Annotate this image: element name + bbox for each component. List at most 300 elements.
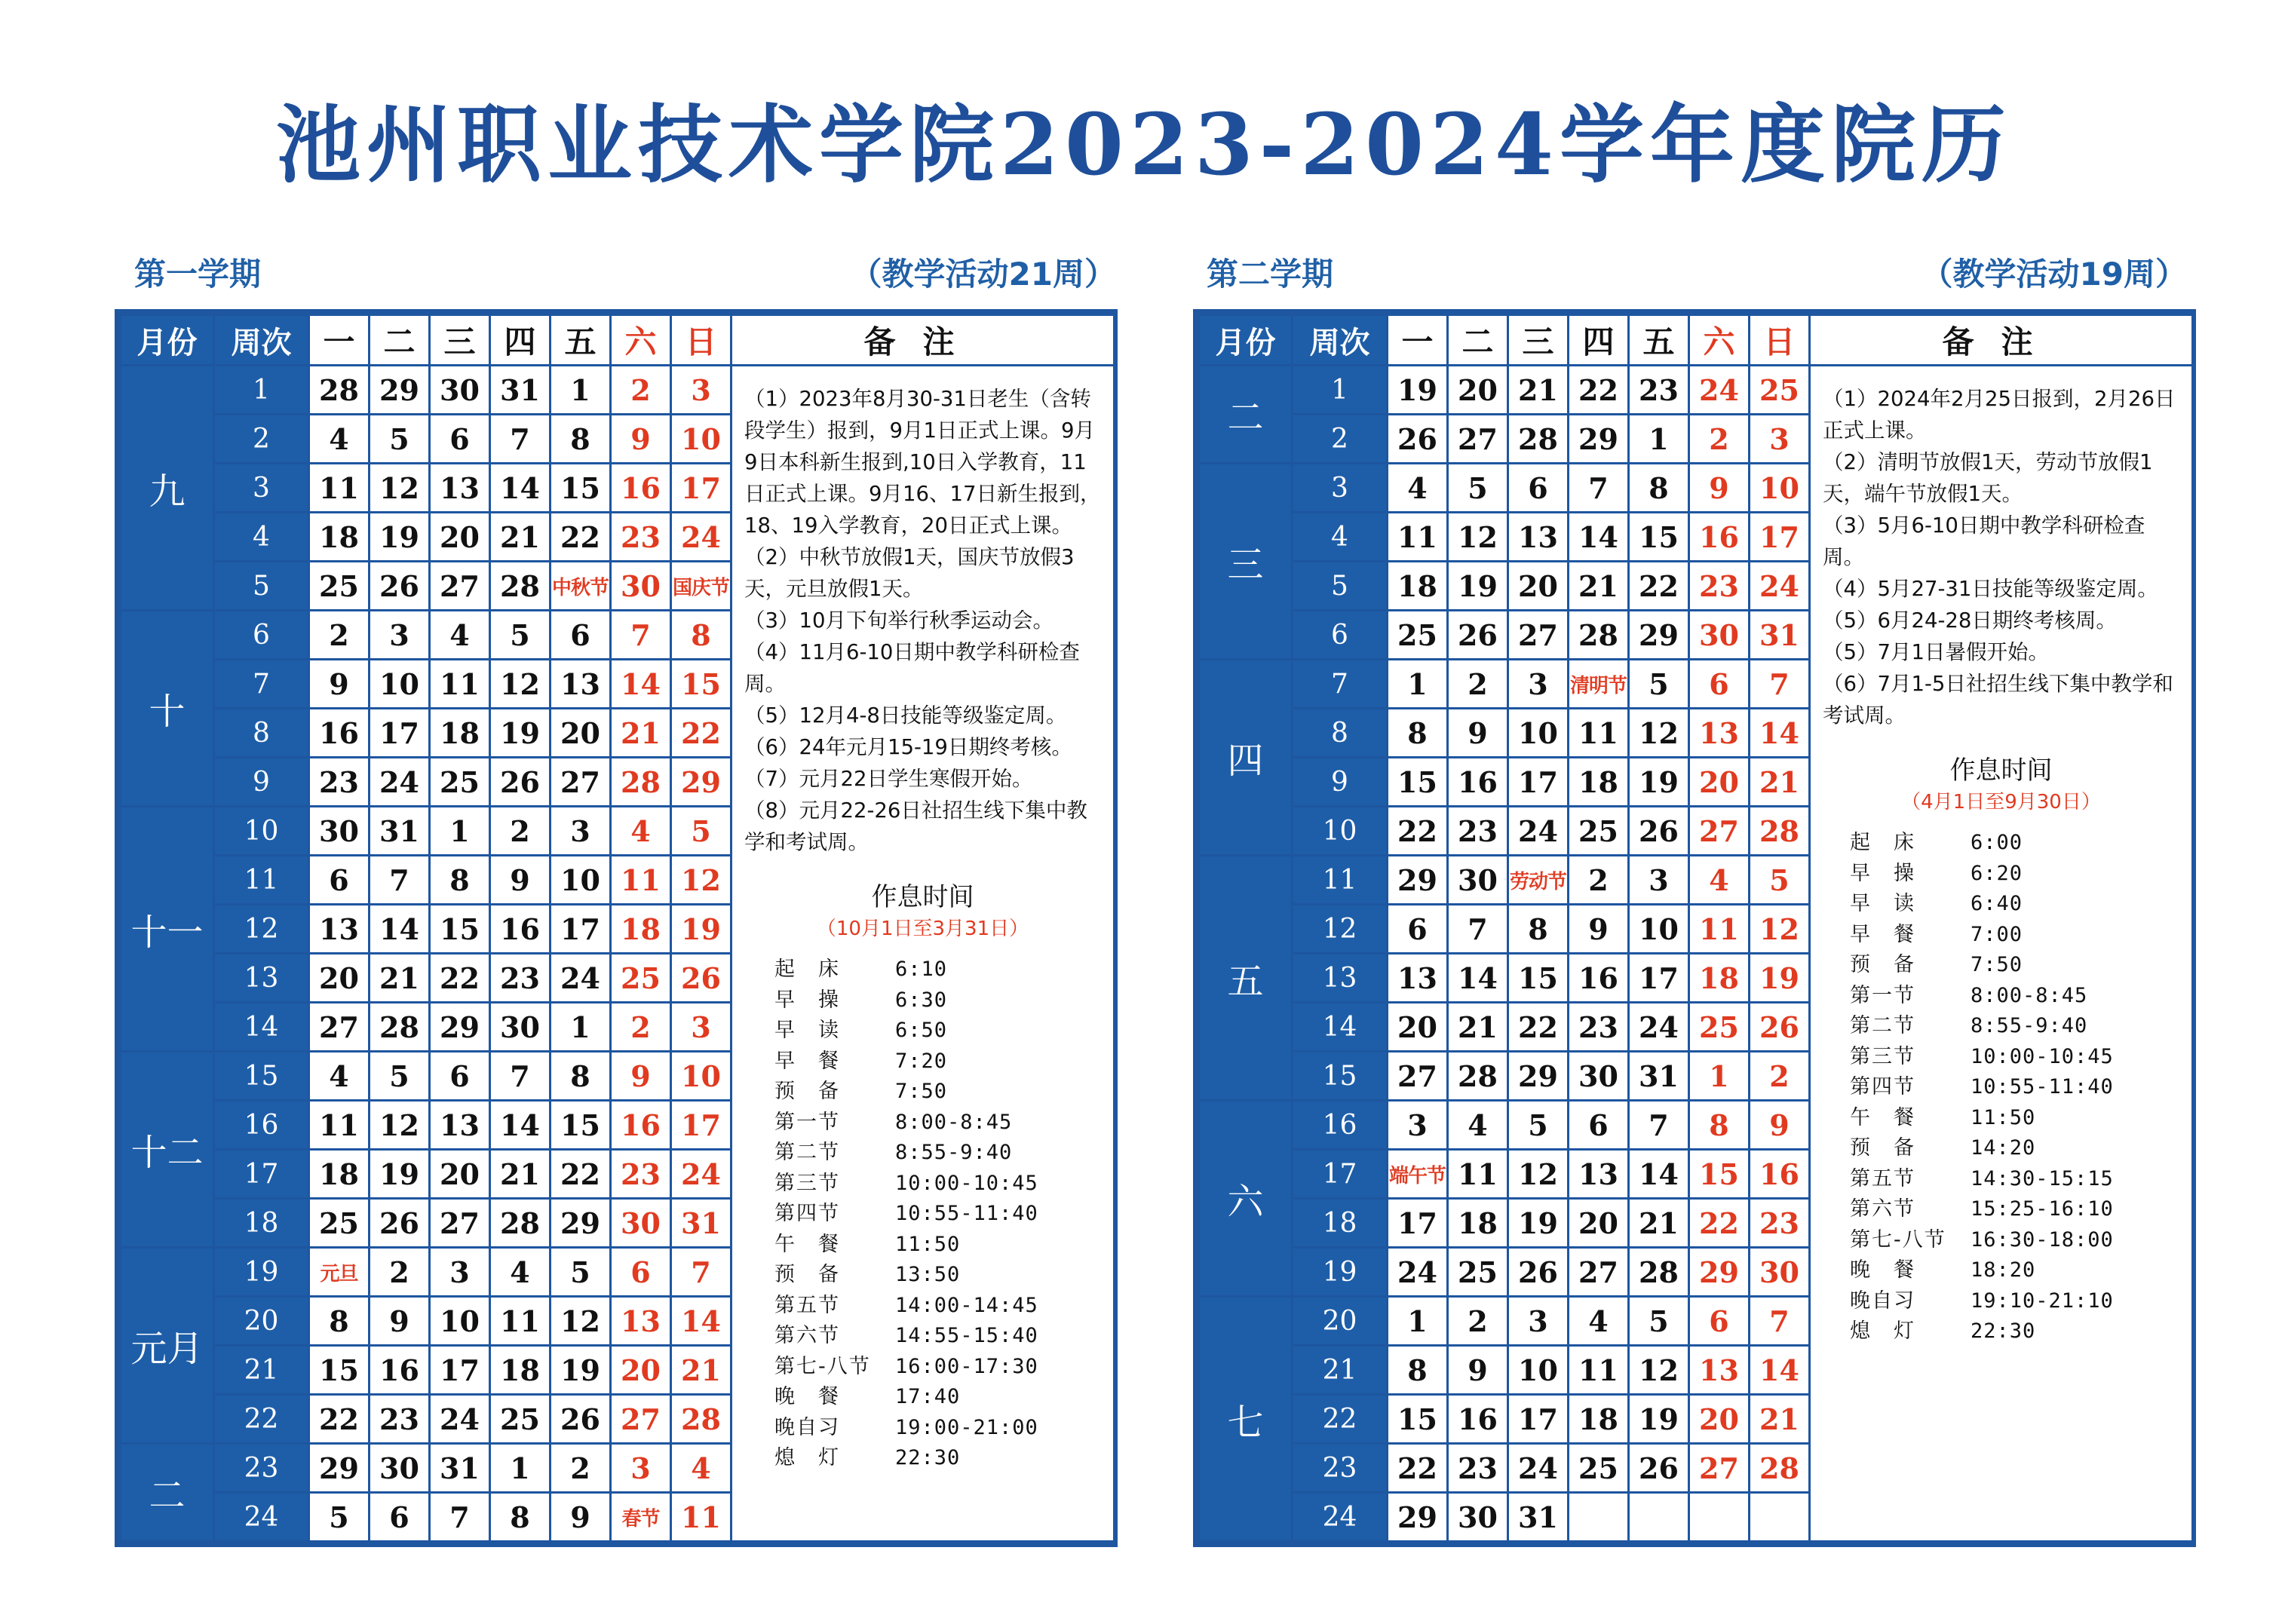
schedule-label: 晚 餐 — [1850, 1258, 1915, 1282]
schedule-time: 10:55-11:40 — [1971, 1075, 2114, 1098]
date-cell: 8 — [1629, 464, 1689, 513]
date-cell: 12 — [370, 1101, 430, 1150]
date-cell: 16 — [1689, 513, 1750, 562]
date-cell: 29 — [1569, 415, 1629, 464]
date-cell: 12 — [490, 660, 551, 709]
date-cell: 25 — [490, 1395, 551, 1444]
schedule-time: 14:00-14:45 — [895, 1293, 1038, 1317]
date-cell — [1629, 1493, 1689, 1542]
date-cell: 4 — [1689, 856, 1750, 905]
schedule-time: 10:55-11:40 — [895, 1202, 1038, 1225]
date-cell: 8 — [551, 1052, 611, 1101]
date-cell: 16 — [611, 464, 671, 513]
week-number: 13 — [1293, 954, 1388, 1003]
date-cell: 31 — [1750, 611, 1810, 660]
date-cell: 5 — [490, 611, 551, 660]
date-cell: 31 — [490, 366, 551, 415]
schedule-row — [774, 1046, 1113, 1077]
date-cell: 4 — [309, 1052, 370, 1101]
date-cell: 7 — [490, 415, 551, 464]
date-cell: 20 — [430, 513, 490, 562]
date-cell: 21 — [490, 1150, 551, 1199]
date-cell: 22 — [551, 1150, 611, 1199]
week-number: 5 — [1293, 562, 1388, 611]
date-cell: 24 — [671, 1150, 731, 1199]
schedule-row — [1850, 1042, 2191, 1073]
date-cell: 19 — [1629, 758, 1689, 807]
schedule-time: 8:00-8:45 — [895, 1110, 1013, 1134]
date-cell: 15 — [1689, 1150, 1750, 1199]
schedule-row — [774, 1352, 1113, 1383]
week-number: 18 — [214, 1199, 309, 1248]
date-cell: 27 — [430, 562, 490, 611]
schedule-row — [774, 1077, 1113, 1108]
date-cell: 21 — [611, 709, 671, 758]
date-cell: 24 — [671, 513, 731, 562]
date-cell: 12 — [1750, 905, 1810, 954]
date-cell: 30 — [1569, 1052, 1629, 1101]
date-cell: 19 — [370, 1150, 430, 1199]
header-week: 周次 — [1293, 315, 1388, 366]
date-cell: 6 — [430, 415, 490, 464]
header-day-7: 日 — [1750, 315, 1810, 366]
date-cell: 9 — [1569, 905, 1629, 954]
schedule-row — [1850, 981, 2191, 1012]
date-cell: 23 — [1448, 1444, 1508, 1493]
schedule-time: 8:00-8:45 — [1971, 983, 2088, 1007]
date-cell: 10 — [1629, 905, 1689, 954]
date-cell: 25 — [1569, 807, 1629, 856]
month-label: 二 — [121, 1444, 214, 1542]
date-cell: 7 — [671, 1248, 731, 1297]
date-cell: 24 — [430, 1395, 490, 1444]
date-cell: 28 — [1569, 611, 1629, 660]
date-cell: 6 — [551, 611, 611, 660]
week-number: 15 — [1293, 1052, 1388, 1101]
week-number: 24 — [1293, 1493, 1388, 1542]
date-cell: 14 — [1569, 513, 1629, 562]
date-cell: 23 — [611, 513, 671, 562]
schedule-time: 16:30-18:00 — [1971, 1227, 2114, 1252]
schedule-time: 17:40 — [895, 1385, 961, 1408]
schedule-row — [774, 1382, 1113, 1413]
date-cell: 8 — [1388, 709, 1448, 758]
schedule-row — [774, 1169, 1113, 1200]
date-cell: 18 — [611, 905, 671, 954]
date-cell: 11 — [1448, 1150, 1508, 1199]
week-number: 2 — [1293, 415, 1388, 464]
schedule-row — [774, 1260, 1113, 1291]
date-cell: 15 — [1388, 1395, 1448, 1444]
date-cell: 7 — [1750, 1297, 1810, 1346]
date-cell: 12 — [1448, 513, 1508, 562]
week-number: 2 — [214, 415, 309, 464]
date-cell: 31 — [1629, 1052, 1689, 1101]
semester-1-name: 第一学期 — [134, 256, 262, 293]
date-cell: 8 — [490, 1493, 551, 1542]
date-cell: 3 — [1388, 1101, 1448, 1150]
schedule-label: 晚 餐 — [774, 1385, 840, 1408]
schedule-label: 第五节 — [1850, 1166, 1915, 1190]
date-cell: 17 — [1750, 513, 1810, 562]
schedule-row — [1850, 1286, 2191, 1317]
schedule-row — [1850, 1164, 2191, 1195]
week-number: 20 — [1293, 1297, 1388, 1346]
date-cell: 19 — [490, 709, 551, 758]
date-cell: 1 — [1689, 1052, 1750, 1101]
week-number: 12 — [214, 905, 309, 954]
date-cell: 30 — [430, 366, 490, 415]
schedule-time: 8:55-9:40 — [1971, 1014, 2088, 1037]
date-cell: 20 — [1689, 758, 1750, 807]
schedule-label: 第七-八节 — [1850, 1227, 1946, 1252]
month-label: 四 — [1199, 660, 1293, 856]
date-cell: 13 — [1689, 1346, 1750, 1395]
week-number: 17 — [214, 1150, 309, 1199]
date-cell: 6 — [1689, 660, 1750, 709]
date-cell: 2 — [370, 1248, 430, 1297]
schedule-time: 11:50 — [1971, 1105, 2036, 1129]
date-cell: 23 — [611, 1150, 671, 1199]
date-cell: 9 — [1448, 1346, 1508, 1395]
date-cell: 26 — [370, 1199, 430, 1248]
week-number: 8 — [1293, 709, 1388, 758]
date-cell: 6 — [430, 1052, 490, 1101]
schedule-time: 11:50 — [895, 1232, 961, 1256]
date-cell: 28 — [1750, 1444, 1810, 1493]
date-cell: 15 — [430, 905, 490, 954]
schedule-row — [1850, 1103, 2191, 1134]
date-cell: 5 — [1629, 1297, 1689, 1346]
date-cell: 14 — [1448, 954, 1508, 1003]
date-cell: 17 — [671, 464, 731, 513]
week-number: 23 — [214, 1444, 309, 1493]
month-label: 五 — [1199, 856, 1293, 1101]
schedule-time: 19:00-21:00 — [895, 1415, 1038, 1439]
date-cell: 30 — [1448, 856, 1508, 905]
schedule-label: 第二节 — [774, 1141, 840, 1164]
schedule-time: 10:00-10:45 — [895, 1171, 1038, 1195]
date-cell: 14 — [1750, 1346, 1810, 1395]
date-cell: 21 — [1629, 1199, 1689, 1248]
schedule-label: 午 餐 — [774, 1232, 840, 1256]
schedule-row — [774, 1321, 1113, 1352]
date-cell: 23 — [1569, 1003, 1629, 1052]
date-cell: 9 — [611, 415, 671, 464]
date-cell: 4 — [1569, 1297, 1629, 1346]
date-cell: 17 — [551, 905, 611, 954]
date-cell: 17 — [370, 709, 430, 758]
date-cell: 19 — [1750, 954, 1810, 1003]
date-cell: 21 — [370, 954, 430, 1003]
date-cell: 3 — [1508, 660, 1569, 709]
date-cell: 11 — [1569, 1346, 1629, 1395]
date-cell: 21 — [1569, 562, 1629, 611]
date-cell: 10 — [671, 1052, 731, 1101]
date-cell: 13 — [551, 660, 611, 709]
holiday-cell: 春节 — [611, 1493, 671, 1542]
date-cell: 11 — [671, 1493, 731, 1542]
date-cell: 30 — [1448, 1493, 1508, 1542]
date-cell: 30 — [611, 1199, 671, 1248]
notes-cell — [731, 366, 1115, 1542]
week-number: 16 — [214, 1101, 309, 1150]
date-cell: 9 — [1689, 464, 1750, 513]
date-cell: 17 — [1508, 758, 1569, 807]
date-cell: 22 — [309, 1395, 370, 1444]
date-cell: 7 — [1750, 660, 1810, 709]
date-cell: 12 — [671, 856, 731, 905]
schedule-label: 预 备 — [774, 1263, 840, 1286]
schedule-row — [1850, 889, 2191, 920]
date-cell: 24 — [1508, 807, 1569, 856]
date-cell: 3 — [1629, 856, 1689, 905]
date-cell: 2 — [1448, 660, 1508, 709]
schedule-label: 早 操 — [1850, 861, 1915, 885]
week-number: 7 — [1293, 660, 1388, 709]
date-cell: 14 — [490, 464, 551, 513]
date-cell: 10 — [671, 415, 731, 464]
month-label: 十二 — [121, 1052, 214, 1248]
date-cell: 9 — [490, 856, 551, 905]
date-cell: 12 — [1629, 709, 1689, 758]
date-cell: 30 — [1689, 611, 1750, 660]
schedule-label: 起 床 — [774, 958, 840, 981]
header-day-5: 五 — [551, 315, 611, 366]
date-cell: 19 — [1388, 366, 1448, 415]
date-cell: 3 — [1508, 1297, 1569, 1346]
date-cell: 30 — [370, 1444, 430, 1493]
date-cell: 3 — [370, 611, 430, 660]
date-cell: 9 — [1448, 709, 1508, 758]
date-cell: 25 — [309, 562, 370, 611]
date-cell: 14 — [671, 1297, 731, 1346]
week-number: 9 — [1293, 758, 1388, 807]
date-cell: 14 — [1629, 1150, 1689, 1199]
date-cell: 13 — [1569, 1150, 1629, 1199]
date-cell: 27 — [611, 1395, 671, 1444]
schedule-label: 早 读 — [774, 1019, 840, 1042]
date-cell: 4 — [1448, 1101, 1508, 1150]
date-cell: 17 — [1508, 1395, 1569, 1444]
date-cell: 26 — [1750, 1003, 1810, 1052]
date-cell: 6 — [370, 1493, 430, 1542]
date-cell: 6 — [1689, 1297, 1750, 1346]
schedule-label: 预 备 — [1850, 953, 1915, 976]
schedule-row — [1850, 1225, 2191, 1256]
week-number: 3 — [214, 464, 309, 513]
date-cell: 29 — [370, 366, 430, 415]
date-cell: 4 — [309, 415, 370, 464]
date-cell: 13 — [1508, 513, 1569, 562]
date-cell: 1 — [490, 1444, 551, 1493]
date-cell: 21 — [671, 1346, 731, 1395]
date-cell: 30 — [490, 1003, 551, 1052]
date-cell: 19 — [1448, 562, 1508, 611]
schedule-time: 6:10 — [895, 958, 948, 981]
holiday-cell: 清明节 — [1569, 660, 1629, 709]
date-cell: 18 — [1689, 954, 1750, 1003]
week-number: 8 — [214, 709, 309, 758]
date-cell: 6 — [611, 1248, 671, 1297]
semester-2-calendar — [1193, 309, 2196, 1547]
header-day-4: 四 — [490, 315, 551, 366]
date-cell: 22 — [1569, 366, 1629, 415]
date-cell: 28 — [1750, 807, 1810, 856]
week-number: 15 — [214, 1052, 309, 1101]
week-number: 21 — [1293, 1346, 1388, 1395]
date-cell: 21 — [1448, 1003, 1508, 1052]
date-cell: 18 — [1569, 758, 1629, 807]
date-cell: 8 — [1388, 1346, 1448, 1395]
week-number: 16 — [1293, 1101, 1388, 1150]
schedule-time: 7:00 — [1971, 922, 2023, 946]
month-label: 七 — [1199, 1297, 1293, 1542]
date-cell: 6 — [1508, 464, 1569, 513]
date-cell: 11 — [430, 660, 490, 709]
date-cell: 3 — [671, 366, 731, 415]
date-cell: 2 — [611, 366, 671, 415]
header-month: 月份 — [121, 315, 214, 366]
schedule-label: 第四节 — [774, 1202, 840, 1225]
date-cell: 14 — [490, 1101, 551, 1150]
week-number: 4 — [1293, 513, 1388, 562]
date-cell — [1569, 1493, 1629, 1542]
date-cell: 18 — [1448, 1199, 1508, 1248]
date-cell: 11 — [611, 856, 671, 905]
date-cell: 20 — [1689, 1395, 1750, 1444]
date-cell: 31 — [370, 807, 430, 856]
notes-text: （1）2024年2月25日报到，2月26日正式上课。 （2）清明节放假1天，劳动节放假1天，端午节放假1天。 （3）5月6-10日期中教学科研检查周。 （4）5月27-31日技能等级鉴定周。 （5）6月24-28日期终考核周。 （5）7月1日暑假开始。 （6）7月1-5日社招生线下集中教学和考试周。 — [1823, 387, 2176, 728]
date-cell: 8 — [1508, 905, 1569, 954]
schedule-subtitle: （4月1日至9月30日） — [1901, 791, 2101, 814]
date-cell: 12 — [1508, 1150, 1569, 1199]
date-cell: 26 — [1388, 415, 1448, 464]
date-cell: 29 — [671, 758, 731, 807]
date-cell: 26 — [1448, 611, 1508, 660]
week-number: 6 — [1293, 611, 1388, 660]
date-cell: 11 — [309, 1101, 370, 1150]
date-cell: 2 — [1448, 1297, 1508, 1346]
schedule-row — [1850, 1133, 2191, 1164]
date-cell: 4 — [490, 1248, 551, 1297]
header-day-2: 二 — [370, 315, 430, 366]
semester-2-weeks-label: （教学活动19周） — [1921, 256, 2187, 293]
page-title: 池州职业技术学院2023-2024学年度院历 — [276, 96, 2012, 195]
schedule-list — [1811, 828, 2191, 1347]
month-label: 六 — [1199, 1101, 1293, 1297]
date-cell: 26 — [1629, 1444, 1689, 1493]
date-cell: 28 — [490, 562, 551, 611]
week-number: 9 — [214, 758, 309, 807]
date-cell: 28 — [1508, 415, 1569, 464]
date-cell: 22 — [430, 954, 490, 1003]
schedule-label: 早 餐 — [1850, 922, 1915, 946]
header-day-6: 六 — [611, 315, 671, 366]
date-cell: 27 — [1689, 1444, 1750, 1493]
date-cell: 2 — [1689, 415, 1750, 464]
schedule-row — [774, 1108, 1113, 1138]
holiday-cell: 国庆节 — [671, 562, 731, 611]
month-label: 元月 — [121, 1248, 214, 1444]
date-cell: 20 — [1569, 1199, 1629, 1248]
week-number: 14 — [1293, 1003, 1388, 1052]
date-cell: 17 — [1388, 1199, 1448, 1248]
schedule-label: 第三节 — [1850, 1044, 1915, 1068]
date-cell: 15 — [309, 1346, 370, 1395]
date-cell: 5 — [370, 1052, 430, 1101]
schedule-row — [774, 1230, 1113, 1261]
date-cell: 30 — [1750, 1248, 1810, 1297]
date-cell: 16 — [1569, 954, 1629, 1003]
date-cell: 3 — [430, 1248, 490, 1297]
date-cell: 23 — [309, 758, 370, 807]
date-cell: 25 — [1689, 1003, 1750, 1052]
date-cell: 16 — [1448, 758, 1508, 807]
date-cell: 7 — [611, 611, 671, 660]
week-number: 19 — [214, 1248, 309, 1297]
date-cell: 21 — [490, 513, 551, 562]
date-cell: 15 — [671, 660, 731, 709]
date-cell: 23 — [490, 954, 551, 1003]
date-cell: 18 — [1569, 1395, 1629, 1444]
date-cell: 18 — [1388, 562, 1448, 611]
date-cell: 11 — [490, 1297, 551, 1346]
schedule-label: 第四节 — [1850, 1075, 1915, 1098]
date-cell: 26 — [1629, 807, 1689, 856]
date-cell: 2 — [490, 807, 551, 856]
schedule-time: 10:00-10:45 — [1971, 1044, 2114, 1068]
date-cell: 22 — [1388, 807, 1448, 856]
date-cell: 10 — [1508, 1346, 1569, 1395]
date-cell: 14 — [370, 905, 430, 954]
schedule-label: 第六节 — [1850, 1197, 1915, 1221]
date-cell: 8 — [309, 1297, 370, 1346]
header-notes: 备注 — [1810, 315, 2193, 366]
schedule-row — [1850, 1316, 2191, 1347]
date-cell: 25 — [611, 954, 671, 1003]
schedule-time: 15:25-16:10 — [1971, 1197, 2114, 1221]
date-cell: 31 — [671, 1199, 731, 1248]
date-cell: 19 — [370, 513, 430, 562]
date-cell: 29 — [430, 1003, 490, 1052]
date-cell: 30 — [611, 562, 671, 611]
date-cell: 8 — [1689, 1101, 1750, 1150]
date-cell: 8 — [551, 415, 611, 464]
schedule-row — [1850, 920, 2191, 951]
date-cell: 9 — [309, 660, 370, 709]
schedule-time: 19:10-21:10 — [1971, 1288, 2114, 1313]
date-cell: 5 — [309, 1493, 370, 1542]
schedule-row — [1850, 859, 2191, 890]
date-cell: 19 — [671, 905, 731, 954]
week-number: 6 — [214, 611, 309, 660]
date-cell: 21 — [1750, 758, 1810, 807]
date-cell: 29 — [309, 1444, 370, 1493]
schedule-label: 第二节 — [1850, 1014, 1915, 1037]
date-cell: 9 — [551, 1493, 611, 1542]
date-cell: 17 — [671, 1101, 731, 1150]
date-cell: 16 — [309, 709, 370, 758]
schedule-time: 14:30-15:15 — [1971, 1166, 2114, 1190]
week-number: 17 — [1293, 1150, 1388, 1199]
schedule-row — [1850, 1255, 2191, 1286]
date-cell: 26 — [490, 758, 551, 807]
date-cell: 1 — [551, 1003, 611, 1052]
week-number: 11 — [214, 856, 309, 905]
date-cell: 20 — [1388, 1003, 1448, 1052]
schedule-row — [1850, 828, 2191, 859]
